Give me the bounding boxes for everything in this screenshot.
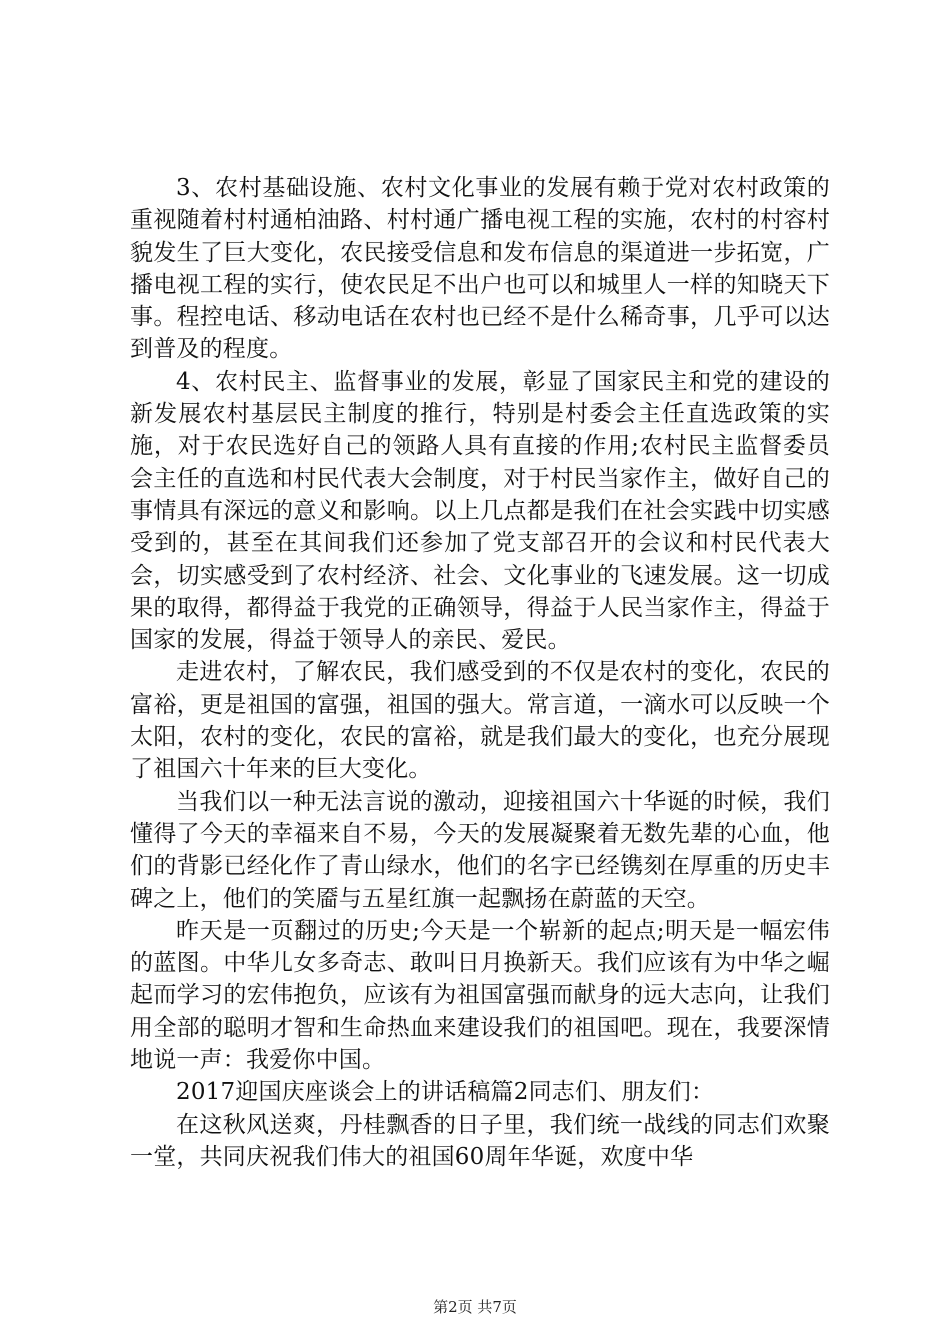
paragraph: 4、农村民主、监督事业的发展，彰显了国家民主和党的建设的新发展农村基层民主制度的推行，特别是村委会主任直选政策的实施，对于农民选好自己的领路人具有直接的作用;农村民主监督委员会主任的直选和村民代表大会制度，对于村民当家作主，做好自己的事情具有深远的意义和影响。以上几点都是我们在社会实践中切实感受到的，甚至在其间我们还参加了党支部召开的会议和村民代表大会，切实感受到了农村经济、社会、文化事业的飞速发展。这一切成果的取得，都得益于我党的正确领导，得益于人民当家作主，得益于国家的发展，得益于领导人的亲民、爱民。 <box>130 368 830 654</box>
page-number-footer: 第2页 共7页 <box>433 1298 517 1316</box>
paragraph: 走进农村，了解农民，我们感受到的不仅是农村的变化，农民的富裕，更是祖国的富强，祖国的强大。常言道，一滴水可以反映一个太阳，农村的变化，农民的富裕，就是我们最大的变化，也充分展现了祖国六十年来的巨大变化。 <box>130 659 830 783</box>
paragraph: 昨天是一页翻过的历史;今天是一个崭新的起点;明天是一幅宏伟的蓝图。中华儿女多奇志、敢叫日月换新天。我们应该有为中华之崛起而学习的宏伟抱负，应该有为祖国富强而献身的远大志向，让我们用全部的聪明才智和生命热血来建设我们的祖国吧。现在，我要深情地说一声：我爱你中国。 <box>130 917 830 1074</box>
paragraph: 在这秋风送爽，丹桂飘香的日子里，我们统一战线的同志们欢聚一堂，共同庆祝我们伟大的祖国60周年华诞，欢度中华 <box>130 1111 830 1170</box>
paragraph: 当我们以一种无法言说的激动，迎接祖国六十华诞的时候，我们懂得了今天的幸福来自不易，今天的发展凝聚着无数先辈的心血，他们的背影已经化作了青山绿水，他们的名字已经镌刻在厚重的历史丰碑之上，他们的笑靥与五星红旗一起飘扬在蔚蓝的天空。 <box>130 788 830 912</box>
document-body <box>130 172 830 1173</box>
section-heading-paragraph: 2017迎国庆座谈会上的讲话稿篇2同志们、朋友们： <box>176 1079 715 1106</box>
paragraph: 3、农村基础设施、农村文化事业的发展有赖于党对农村政策的重视随着村村通柏油路、村村通广播电视工程的实施，农村的村容村貌发生了巨大变化，农民接受信息和发布信息的渠道进一步拓宽，广播电视工程的实行，使农民足不出户也可以和城里人一样的知晓天下事。程控电话、移动电话在农村也已经不是什么稀奇事，几乎可以达到普及的程度。 <box>130 175 830 363</box>
